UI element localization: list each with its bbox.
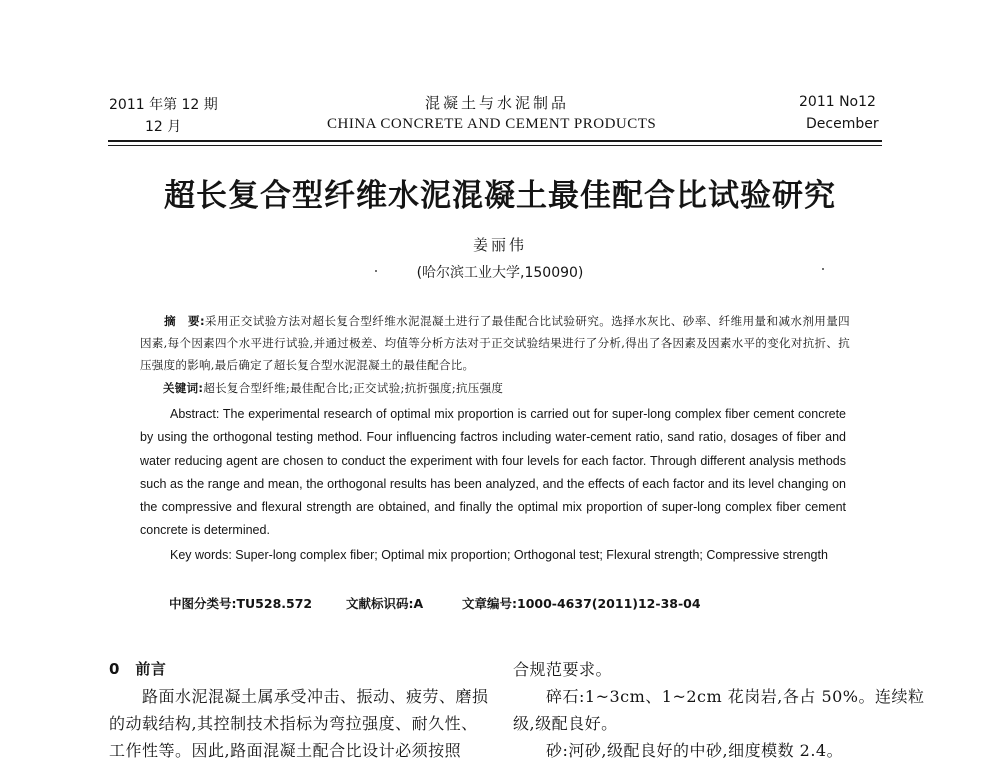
document-code: 文献标识码:A bbox=[346, 596, 424, 611]
abstract-cn-label: 摘 要: bbox=[164, 314, 205, 328]
keywords-cn-label: 关键词: bbox=[163, 381, 204, 395]
journal-issue-en: 2011 No12 bbox=[799, 94, 876, 110]
abstract-cn bbox=[140, 310, 850, 376]
journal-name-en: CHINA CONCRETE AND CEMENT PRODUCTS bbox=[327, 116, 657, 132]
keywords-cn bbox=[163, 380, 503, 396]
body-text-line: 工作性等。因此,路面混凝土配合比设计必须按照 bbox=[109, 741, 462, 760]
keywords-en-text: Key words: Super-long complex fiber; Optimal mix proportion; Orthogonal test; Flexural strength; Compressive strength bbox=[170, 548, 828, 562]
body-text-line: 路面水泥混凝土属承受冲击、振动、疲劳、磨损 bbox=[109, 687, 489, 706]
clc-number: 中图分类号:TU528.572 bbox=[169, 596, 313, 611]
body-text-line: 砂:河砂,级配良好的中砂,细度模数 2.4。 bbox=[513, 741, 844, 760]
journal-month-en: December bbox=[806, 116, 879, 132]
article-number: 文章编号:1000-4637(2011)12-38-04 bbox=[462, 596, 701, 611]
journal-month: 12 月 bbox=[145, 119, 182, 135]
abstract-en-text: Abstract: The experimental research of optimal mix proportion is carried out for super-long complex fiber cement concrete by using the orthogonal testing method. Four influencing factros including water-cement ratio, sand ratio, dosages of fiber and water reducing agent are chosen to conduct the experiment with four levels for each factor. Through different analysis methods such as the range and mean, the orthogonal results has been analyzed, and the effects of each factor and its level changing on the compressive and flexural strength are obtained, and finally the optimal mix proportion of super-long complex fiber cement concrete is determined. bbox=[140, 407, 846, 538]
body-left-column bbox=[109, 656, 489, 764]
body-text-line: 的动载结构,其控制技术指标为弯拉强度、耐久性、 bbox=[109, 714, 478, 733]
header-rule-thin bbox=[108, 145, 882, 146]
scan-speck bbox=[375, 270, 377, 272]
header-rule-thick bbox=[108, 140, 882, 142]
journal-name-cn: 混凝土与水泥制品 bbox=[425, 94, 570, 112]
abstract-cn-text: 采用正交试验方法对超长复合型纤维水泥混凝土进行了最佳配合比试验研究。选择水灰比、砂率、纤维用量和减水剂用量四因素,每个因素四个水平进行试验,并通过极差、均值等分析方法对于正交试验结果进行了分析,得出了各因素及因素水平的变化对抗折、抗压强度的影响,最后确定了超长复合型水泥混凝土的最佳配合比。 bbox=[140, 314, 850, 372]
body-right-column bbox=[513, 656, 925, 764]
abstract-en bbox=[140, 403, 846, 543]
body-text-line: 级,级配良好。 bbox=[513, 714, 618, 733]
keywords-cn-text: 超长复合型纤维;最佳配合比;正交试验;抗折强度;抗压强度 bbox=[203, 381, 504, 395]
scan-speck bbox=[822, 268, 824, 270]
paper-title: 超长复合型纤维水泥混凝土最佳配合比试验研究 bbox=[164, 178, 836, 214]
journal-issue: 2011 年第 12 期 bbox=[109, 97, 218, 113]
section-heading: 0 前言 bbox=[109, 660, 167, 678]
keywords-en bbox=[140, 544, 846, 567]
author: 姜丽伟 bbox=[472, 236, 527, 254]
body-text-line: 合规范要求。 bbox=[513, 660, 613, 679]
body-text-line: 碎石:1~3cm、1~2cm 花岗岩,各占 50%。连续粒 bbox=[513, 687, 925, 706]
affiliation: (哈尔滨工业大学,150090) bbox=[416, 265, 584, 281]
